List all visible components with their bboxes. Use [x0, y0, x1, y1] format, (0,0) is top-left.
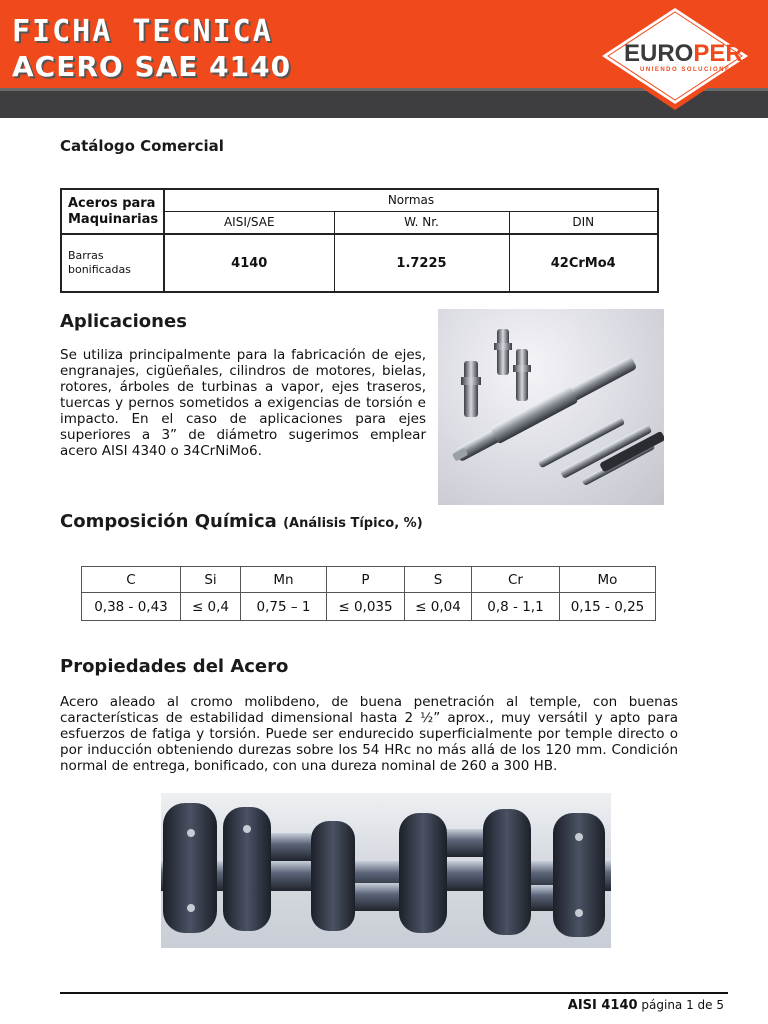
value-cr: 0,8 - 1,1 [472, 593, 560, 621]
value-mn: 0,75 – 1 [241, 593, 327, 621]
text-line: Acero aleado al cromo molibdeno, de buena penetración al temple, con buenas [60, 694, 678, 710]
normas-header: Normas [164, 189, 658, 211]
value-aisi: 4140 [164, 234, 334, 292]
row-header-line2: Maquinarias [68, 211, 159, 227]
element-p: P [327, 567, 405, 593]
value-s: ≤ 0,04 [405, 593, 472, 621]
composition-table [81, 566, 656, 621]
value-si: ≤ 0,4 [181, 593, 241, 621]
text-line: acero AISI 4340 o 34CrNiMo6. [60, 443, 262, 459]
text-line: superiores a 3” de diámetro sugerimos emplear [60, 427, 426, 443]
text-line: Se utiliza principalmente para la fabricación de ejes, [60, 347, 426, 363]
document-subtitle: ACERO SAE 4140 [12, 50, 292, 83]
text-line: por inducción obteniendo durezas sobre los 54 HRc no más allá de los 120 mm. Condición [60, 742, 678, 758]
text-line: tuercas y pernos sometidos a exigencias de torsión e [60, 395, 426, 411]
logo-wordmark: EUROPER [624, 40, 743, 67]
row-label [61, 234, 164, 292]
catalogo-heading: Catálogo Comercial [60, 137, 224, 155]
element-s: S [405, 567, 472, 593]
steel-shafts-illustration [438, 309, 664, 505]
element-c: C [82, 567, 181, 593]
value-c: 0,38 - 0,43 [82, 593, 181, 621]
value-mo: 0,15 - 0,25 [560, 593, 656, 621]
document-title: FICHA TECNICA [12, 14, 273, 49]
text-line: normal de entrega, bonificado, con una dureza nominal de 260 a 300 HB. [60, 758, 558, 774]
composicion-title: Composición Química [60, 511, 277, 532]
col-aisi: AISI/SAE [164, 211, 334, 234]
text-line: esfuerzos de fatiga y torsión. Puede ser endurecido superficialmente por temple directo o [60, 726, 678, 742]
aplicaciones-heading: Aplicaciones [60, 311, 187, 332]
text-line: rotores, árboles de turbinas a vapor, ejes traseros, [60, 379, 426, 395]
text-line: impacto. En el caso de aplicaciones para ejes [60, 411, 426, 427]
steel-shafts-photo [438, 309, 664, 505]
crankshaft-illustration [161, 793, 611, 948]
logo-tagline: UNIENDO SOLUCIONES [640, 67, 737, 73]
row-label-line2: bonificadas [68, 263, 131, 276]
crankshaft-photo [161, 793, 611, 948]
row-label-line1: Barras [68, 249, 104, 262]
value-wnr: 1.7225 [334, 234, 509, 292]
element-si: Si [181, 567, 241, 593]
table-row-header [61, 189, 164, 234]
footer-divider [60, 992, 728, 994]
row-header-line1: Aceros para [68, 195, 156, 211]
text-line: engranajes, cigüeñales, cilindros de motores, bielas, [60, 363, 426, 379]
normas-table [60, 188, 659, 293]
aplicaciones-text [60, 347, 426, 459]
col-wnr: W. Nr. [334, 211, 509, 234]
value-p: ≤ 0,035 [327, 593, 405, 621]
footer [568, 998, 724, 1013]
footer-page: página 1 de 5 [641, 998, 724, 1012]
col-din: DIN [509, 211, 658, 234]
value-din: 42CrMo4 [509, 234, 658, 292]
footer-code: AISI 4140 [567, 998, 638, 1013]
propiedades-heading: Propiedades del Acero [60, 656, 289, 677]
composicion-heading [60, 511, 423, 532]
propiedades-text [60, 694, 678, 774]
text-line: características de estabilidad dimensional hasta 2 ½” aprox., muy versátil y apto para [60, 710, 678, 726]
composicion-subtitle: (Análisis Típico, %) [283, 516, 423, 531]
element-mn: Mn [241, 567, 327, 593]
element-cr: Cr [472, 567, 560, 593]
element-mo: Mo [560, 567, 656, 593]
